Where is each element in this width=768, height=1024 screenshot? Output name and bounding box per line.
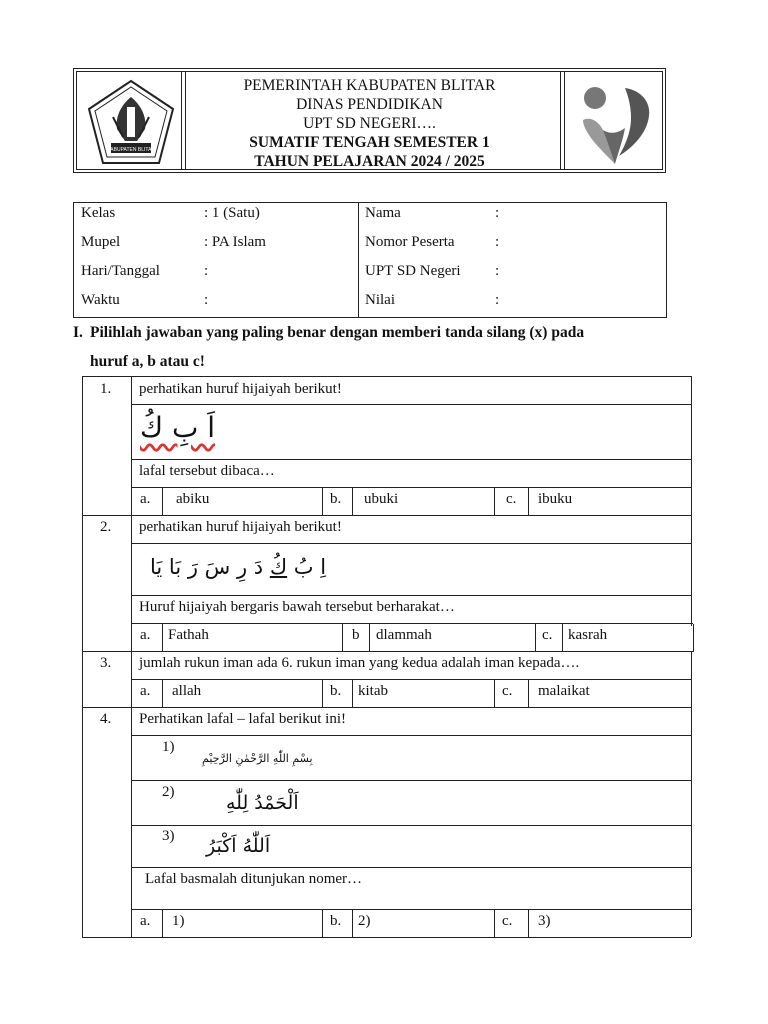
header-line-department: DINAS PENDIDIKAN xyxy=(296,96,443,113)
question-4-option-b-letter[interactable]: b. xyxy=(330,913,342,929)
identity-value-nomor: : xyxy=(495,234,500,250)
question-4-number: 4. xyxy=(100,711,112,727)
identity-value-nama: : xyxy=(495,205,500,221)
question-4-question: Lafal basmalah ditunjukan nomer… xyxy=(145,871,363,887)
identity-label-upt: UPT SD Negeri xyxy=(365,263,461,279)
header-text xyxy=(185,76,554,171)
question-4-option-b-text[interactable]: 2) xyxy=(358,913,371,929)
identity-value-mupel: : PA Islam xyxy=(204,234,266,250)
identity-divider xyxy=(358,203,359,317)
question-2-arabic-start: اِ بُ xyxy=(287,555,327,579)
question-1-option-c-letter[interactable]: c. xyxy=(506,491,517,507)
identity-label-kelas: Kelas xyxy=(81,205,116,221)
question-2-option-c-letter[interactable]: c. xyxy=(542,627,553,643)
question-2-option-b-letter[interactable]: b xyxy=(352,627,360,643)
header-inner-border xyxy=(76,71,663,170)
question-2-arabic xyxy=(150,550,326,584)
question-2-arabic-end: دَ رِ سَ رَ بَا يَا xyxy=(150,555,270,579)
question-4-option-a-letter[interactable]: a. xyxy=(140,913,151,929)
identity-label-hari: Hari/Tanggal xyxy=(81,263,160,279)
section-number: I. xyxy=(73,324,83,341)
identity-label-waktu: Waktu xyxy=(81,292,120,308)
question-1-option-a-letter[interactable]: a. xyxy=(140,491,151,507)
question-1-question: lafal tersebut dibaca… xyxy=(139,463,275,479)
question-2-option-a-text[interactable]: Fathah xyxy=(168,627,209,643)
section-line-2: huruf a, b atau c! xyxy=(90,353,205,370)
question-2-number: 2. xyxy=(100,519,112,535)
question-3-option-b-text[interactable]: kitab xyxy=(358,683,388,699)
school-mascot-logo-icon xyxy=(569,76,661,168)
question-table xyxy=(82,376,691,937)
header-box xyxy=(73,68,666,173)
question-4-option-c-text[interactable]: 3) xyxy=(538,913,551,929)
question-3-option-c-text[interactable]: malaikat xyxy=(538,683,590,699)
question-4-option-c-letter[interactable]: c. xyxy=(502,913,513,929)
logo-caption: KABUPATEN BLITAR xyxy=(106,147,156,153)
identity-label-nilai: Nilai xyxy=(365,292,395,308)
identity-table xyxy=(73,202,667,318)
question-4-item-2-label: 2) xyxy=(162,784,175,800)
question-3-option-c-letter[interactable]: c. xyxy=(502,683,513,699)
question-4-option-a-text[interactable]: 1) xyxy=(172,913,185,929)
question-3-option-a-letter[interactable]: a. xyxy=(140,683,151,699)
question-3-option-b-letter[interactable]: b. xyxy=(330,683,342,699)
question-4-item-1-arabic: بِسْمِ اللّٰهِ الرَّحْمٰنِ الرَّحِيْمِ xyxy=(202,752,313,765)
kabupaten-blitar-logo-icon xyxy=(85,77,177,167)
section-instructions xyxy=(73,318,673,376)
question-4-item-1-label: 1) xyxy=(162,739,175,755)
question-2-option-b-text[interactable]: dlammah xyxy=(376,627,432,643)
question-1-arabic: اَ بِ كُ xyxy=(140,411,216,444)
identity-label-mupel: Mupel xyxy=(81,234,121,250)
header-line-year: TAHUN PELAJARAN 2024 / 2025 xyxy=(254,153,485,170)
question-2-prompt: perhatikan huruf hijaiyah berikut! xyxy=(139,519,342,535)
header-divider-right xyxy=(560,72,565,169)
section-line-1: Pilihlah jawaban yang paling benar dengan memberi tanda silang (x) pada xyxy=(90,324,585,341)
identity-value-upt: : xyxy=(495,263,500,279)
question-3-prompt: jumlah rukun iman ada 6. rukun iman yang kedua adalah iman kepada…. xyxy=(139,655,580,671)
identity-value-hari: : xyxy=(204,263,209,279)
identity-label-nomor: Nomor Peserta xyxy=(365,234,455,250)
header-line-government: PEMERINTAH KABUPATEN BLITAR xyxy=(243,77,496,94)
identity-value-kelas: : 1 (Satu) xyxy=(204,205,260,221)
header-line-school: UPT SD NEGERI…. xyxy=(303,115,436,132)
question-4-item-3-label: 3) xyxy=(162,828,175,844)
identity-label-nama: Nama xyxy=(365,205,401,221)
question-2-option-a-letter[interactable]: a. xyxy=(140,627,151,643)
question-1-number: 1. xyxy=(100,381,112,397)
question-1-option-b-letter[interactable]: b. xyxy=(330,491,342,507)
question-2-option-c-text[interactable]: kasrah xyxy=(568,627,608,643)
question-3-option-a-text[interactable]: allah xyxy=(172,683,202,699)
question-3-number: 3. xyxy=(100,655,112,671)
question-1-option-a-text[interactable]: abiku xyxy=(176,491,210,507)
question-4-item-2-arabic: اَلْحَمْدُ لِلّٰهِ xyxy=(226,792,299,814)
identity-value-nilai: : xyxy=(495,292,500,308)
question-1-option-c-text[interactable]: ibuku xyxy=(538,491,573,507)
header-line-exam: SUMATIF TENGAH SEMESTER 1 xyxy=(249,134,490,151)
question-1-prompt: perhatikan huruf hijaiyah berikut! xyxy=(139,381,342,397)
question-2-question: Huruf hijaiyah bergaris bawah tersebut berharakat… xyxy=(139,599,455,615)
identity-value-waktu: : xyxy=(204,292,209,308)
question-2-arabic-underlined: كُ xyxy=(269,555,288,579)
question-4-item-3-arabic: اَللّٰهُ اَكْبَرُ xyxy=(206,835,271,857)
question-4-prompt: Perhatikan lafal – lafal berikut ini! xyxy=(139,711,347,727)
question-1-option-b-text[interactable]: ubuki xyxy=(364,491,399,507)
